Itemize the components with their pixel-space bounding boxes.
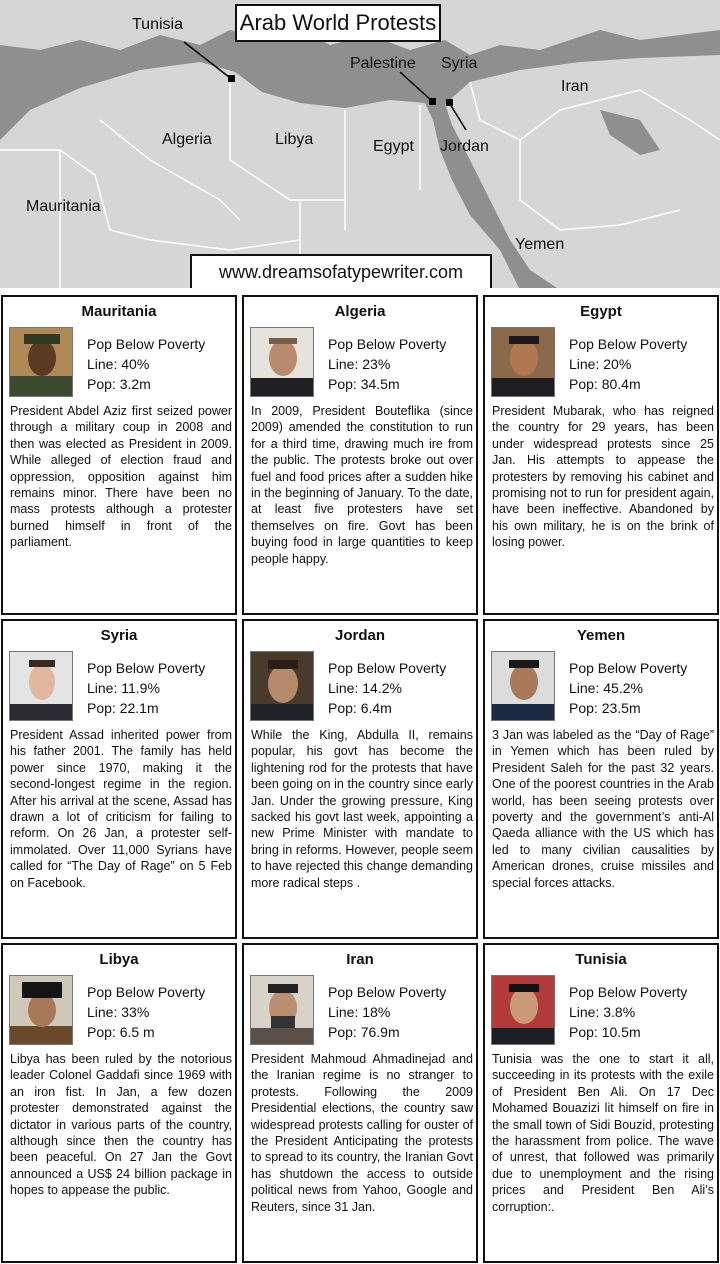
country-name: Jordan (334, 627, 385, 644)
country-name: Libya (99, 951, 139, 968)
map-label-jordan: Jordan (440, 138, 489, 155)
poverty-line: Line: 14.2% (328, 680, 402, 696)
map-label-yemen: Yemen (515, 236, 565, 253)
stat-label: Pop Below Poverty (328, 660, 447, 676)
poverty-stats (328, 982, 476, 1042)
tunisia-marker (228, 75, 235, 82)
population: Pop: 22.1m (87, 700, 159, 716)
map-title: Arab World Protests (235, 4, 441, 42)
population: Pop: 23.5m (569, 700, 641, 716)
map-graphic (0, 0, 720, 290)
leader-portrait (250, 651, 314, 721)
poverty-line: Line: 20% (569, 356, 632, 372)
population: Pop: 80.4m (569, 376, 641, 392)
population: Pop: 76.9m (328, 1024, 400, 1040)
palestine-marker (429, 98, 436, 105)
leader-portrait (250, 975, 314, 1045)
poverty-stats (569, 658, 717, 718)
country-card-yemen (483, 619, 719, 939)
population: Pop: 6.5 m (87, 1024, 155, 1040)
poverty-stats (328, 658, 476, 718)
poverty-stats (87, 982, 235, 1042)
poverty-line: Line: 33% (87, 1004, 150, 1020)
jordan-marker (446, 99, 453, 106)
country-card-syria (1, 619, 237, 939)
map-label-iran: Iran (561, 78, 589, 95)
country-description: President Mubarak, who has reigned the country for 29 years, has been under widespread protests since 25 Jan. His attempts to appease the protesters by removing his cabinet and promising not to run for president again, have been ineffective. Abandoned by his own military, he is on the brink of losing power. (492, 404, 714, 550)
stat-label: Pop Below Poverty (569, 660, 688, 676)
map-panel (0, 0, 720, 290)
country-card-mauritania (1, 295, 237, 615)
map-label-palestine: Palestine (350, 55, 416, 72)
population: Pop: 10.5m (569, 1024, 641, 1040)
map-label-tunisia: Tunisia (132, 16, 183, 33)
leader-portrait (491, 975, 555, 1045)
poverty-stats (328, 334, 476, 394)
country-name: Tunisia (575, 951, 627, 968)
population: Pop: 34.5m (328, 376, 400, 392)
country-description: While the King, Abdulla II, remains popular, his govt has become the lightening rod for the protests that have been going on in the country since early Jan. Under the growing pressure, King sacked his govt last week, appointing a new Prime Minister with mandate to bring in reforms. However, people seem to have rejected this change demanding more radical steps . (251, 728, 473, 890)
leader-portrait (9, 327, 73, 397)
country-description: President Mahmoud Ahmadinejad and the Iranian regime is no stranger to protests. Following the 2009 Presidential elections, the country saw widespread protests calling for ouster of the President Anticipating the protests to spread to its country, the Iranian Govt has shutdown the access to outside political news from Yahoo, Google and Reuters, since 31 Jan. (251, 1052, 473, 1214)
map-label-libya: Libya (275, 131, 314, 148)
leader-portrait (9, 975, 73, 1045)
country-description: President Abdel Aziz first seized power through a military coup in 2008 and then was elected as President in 2009. While alleged of election fraud and oppression, opposition against him remains minor. There have been no mass protests although a protester burned himself in front of the parliament. (10, 404, 232, 550)
country-description: 3 Jan was labeled as the “Day of Rage” in Yemen which has been ruled by President Saleh for the past 32 years. One of the poorest countries in the Arab world, has been seeing protests over poverty and the government’s anti-Al Qaeda alliance with the US which has led to many civilian causalities by American drones, cruise missiles and special forces attacks. (492, 728, 714, 890)
country-card-iran (242, 943, 478, 1263)
leader-portrait (491, 651, 555, 721)
leader-portrait (250, 327, 314, 397)
stat-label: Pop Below Poverty (569, 336, 688, 352)
map-label-syria: Syria (441, 55, 478, 72)
country-card-algeria (242, 295, 478, 615)
population: Pop: 6.4m (328, 700, 392, 716)
stat-label: Pop Below Poverty (569, 984, 688, 1000)
country-description: In 2009, President Bouteflika (since 2009) amended the constitution to run for a third time, drawing much ire from the public. The protests broke out over fuel and food prices after a sudden hike in the beginning of January. To the date, at least five protesters have set themselves on fire. Govt has been buying food in large quantities to keep people happy. (251, 404, 473, 566)
poverty-line: Line: 40% (87, 356, 150, 372)
stat-label: Pop Below Poverty (328, 336, 447, 352)
country-name: Algeria (334, 303, 386, 320)
country-description: Libya has been ruled by the notorious leader Colonel Gaddafi since 1969 with an iron fist. In Jan, a few dozen protester demonstrated against the dictator in various parts of the country, although since then the country has been peaceful. On 27 Jan the Govt announced a US$ 24 billion package in hopes to appease the public. (10, 1052, 232, 1198)
stat-label: Pop Below Poverty (87, 984, 206, 1000)
poverty-line: Line: 23% (328, 356, 391, 372)
country-card-libya (1, 943, 237, 1263)
country-card-tunisia (483, 943, 719, 1263)
country-card-jordan (242, 619, 478, 939)
stat-label: Pop Below Poverty (328, 984, 447, 1000)
population: Pop: 3.2m (87, 376, 151, 392)
map-label-egypt: Egypt (373, 138, 414, 155)
source-url: www.dreamsofatypewriter.com (190, 254, 492, 290)
poverty-line: Line: 45.2% (569, 680, 643, 696)
country-description: President Assad inherited power from his father 2001. The family has held power since 1970, making it the second-longest regime in the region. After his arrival at the scene, Assad has drawn a lot of criticism for failing to reform. On 26 Jan, a protester self-immolated. Over 11,000 Syrians have called for “The Day of Rage” on 5 Feb on Facebook. (10, 728, 232, 890)
poverty-stats (87, 658, 235, 718)
map-label-algeria: Algeria (162, 131, 212, 148)
leader-portrait (9, 651, 73, 721)
stat-label: Pop Below Poverty (87, 660, 206, 676)
country-card-egypt (483, 295, 719, 615)
stat-label: Pop Below Poverty (87, 336, 206, 352)
poverty-line: Line: 18% (328, 1004, 391, 1020)
country-description: Tunisia was the one to start it all, succeeding in its protests with the exile of President Ben Ali. On 17 Dec Mohamed Bouazizi lit himself on fire in the small town of Sidi Bouzid, protesting the harassment from police. The wave of unrest, that followed was primarily due to unemployment and the rising prices and President Ben Ali’s corruption:. (492, 1052, 714, 1214)
map-label-mauritania: Mauritania (26, 198, 101, 215)
country-name: Egypt (580, 303, 622, 320)
country-name: Mauritania (81, 303, 157, 320)
poverty-stats (569, 982, 717, 1042)
poverty-line: Line: 11.9% (87, 680, 160, 696)
poverty-line: Line: 3.8% (569, 1004, 636, 1020)
country-name: Yemen (576, 627, 626, 644)
country-name: Iran (346, 951, 374, 968)
poverty-stats (569, 334, 717, 394)
country-name: Syria (100, 627, 138, 644)
leader-portrait (491, 327, 555, 397)
poverty-stats (87, 334, 235, 394)
